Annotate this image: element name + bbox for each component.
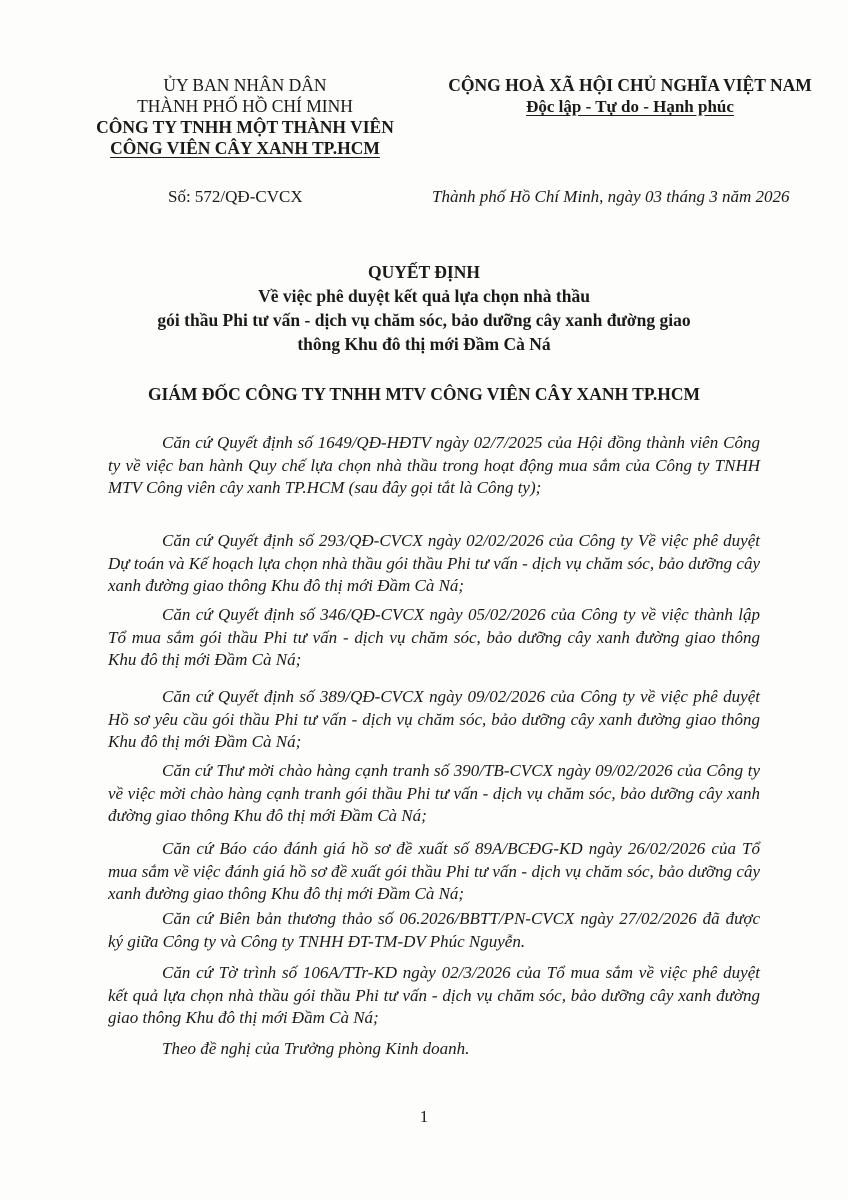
legal-basis-7: Căn cứ Biên bản thương thảo số 06.2026/BBTT/PN-CVCX ngày 27/02/2026 đã được ký giữa Công ty và Công ty TNHH ĐT-TM-DV Phúc Nguyễn. [108, 909, 760, 951]
issuing-organization [80, 75, 410, 159]
legal-basis-3: Căn cứ Quyết định số 346/QĐ-CVCX ngày 05/02/2026 của Công ty về việc thành lập Tổ mua sắm gói thầu Phi tư vấn - dịch vụ chăm sóc, bảo dưỡng cây xanh đường giao thông Khu đô thị mới Đầm Cà Ná; [108, 605, 760, 669]
national-heading [425, 75, 835, 117]
legal-basis-1: Căn cứ Quyết định số 1649/QĐ-HĐTV ngày 02/7/2025 của Hội đồng thành viên Công ty về việc ban hành Quy chế lựa chọn nhà thầu trong hoạt động mua sắm của Công ty TNHH MTV Công viên cây xanh TP.HCM (sau đây gọi tắt là Công ty); [108, 433, 760, 497]
nation-name: CỘNG HOÀ XÃ HỘI CHỦ NGHĨA VIỆT NAM [448, 75, 812, 95]
issuing-authority: GIÁM ĐỐC CÔNG TY TNHH MTV CÔNG VIÊN CÂY XANH TP.HCM [147, 384, 701, 404]
org-line-2: THÀNH PHỐ HỒ CHÍ MINH [137, 96, 353, 116]
legal-basis-9: Theo đề nghị của Trưởng phòng Kinh doanh. [162, 1039, 470, 1058]
legal-basis-6: Căn cứ Báo cáo đánh giá hồ sơ đề xuất số 89A/BCĐG-KD ngày 26/02/2026 của Tổ mua sắm về việc đánh giá hồ sơ đề xuất gói thầu Phi tư vấn - dịch vụ chăm sóc, bảo dưỡng cây xanh đường giao thông Khu đô thị mới Đầm Cà Ná; [108, 839, 760, 903]
document-number: Số: 572/QĐ-CVCX [168, 187, 303, 206]
title-line-2: gói thầu Phi tư vấn - dịch vụ chăm sóc, bảo dưỡng cây xanh đường giao [157, 310, 691, 330]
org-line-3: CÔNG TY TNHH MỘT THÀNH VIÊN [96, 117, 394, 137]
place-and-date: Thành phố Hồ Chí Minh, ngày 03 tháng 3 năm 2026 [432, 187, 790, 206]
decision-title [80, 260, 768, 356]
title-heading: QUYẾT ĐỊNH [368, 262, 480, 282]
legal-basis-8: Căn cứ Tờ trình số 106A/TTr-KD ngày 02/3/2026 của Tổ mua sắm về việc phê duyệt kết quả lựa chọn nhà thầu gói thầu Phi tư vấn - dịch vụ chăm sóc, bảo dưỡng cây xanh đường giao thông Khu đô thị mới Đầm Cà Ná; [108, 963, 760, 1027]
title-line-3: thông Khu đô thị mới Đầm Cà Ná [297, 334, 551, 354]
legal-basis-4: Căn cứ Quyết định số 389/QĐ-CVCX ngày 09/02/2026 của Công ty về việc phê duyệt Hồ sơ yêu cầu gói thầu Phi tư vấn - dịch vụ chăm sóc, bảo dưỡng cây xanh đường giao thông Khu đô thị mới Đầm Cà Ná; [108, 687, 760, 751]
motto: Độc lập - Tự do - Hạnh phúc [526, 97, 734, 116]
page-number: 1 [419, 1107, 429, 1126]
org-line-4: CÔNG VIÊN CÂY XANH TP.HCM [110, 138, 380, 158]
org-line-1: ỦY BAN NHÂN DÂN [163, 75, 327, 95]
legal-basis-5: Căn cứ Thư mời chào hàng cạnh tranh số 390/TB-CVCX ngày 09/02/2026 của Công ty về việc mời chào hàng cạnh tranh gói thầu Phi tư vấn - dịch vụ chăm sóc, bảo dưỡng cây xanh đường giao thông Khu đô thị mới Đầm Cà Ná; [108, 761, 760, 825]
legal-basis-2: Căn cứ Quyết định số 293/QĐ-CVCX ngày 02/02/2026 của Công ty Về việc phê duyệt Dự toán và Kế hoạch lựa chọn nhà thầu gói thầu Phi tư vấn - dịch vụ chăm sóc, bảo dưỡng cây xanh đường giao thông Khu đô thị mới Đầm Cà Ná; [108, 531, 760, 595]
title-line-1: Về việc phê duyệt kết quả lựa chọn nhà thầu [258, 286, 590, 306]
